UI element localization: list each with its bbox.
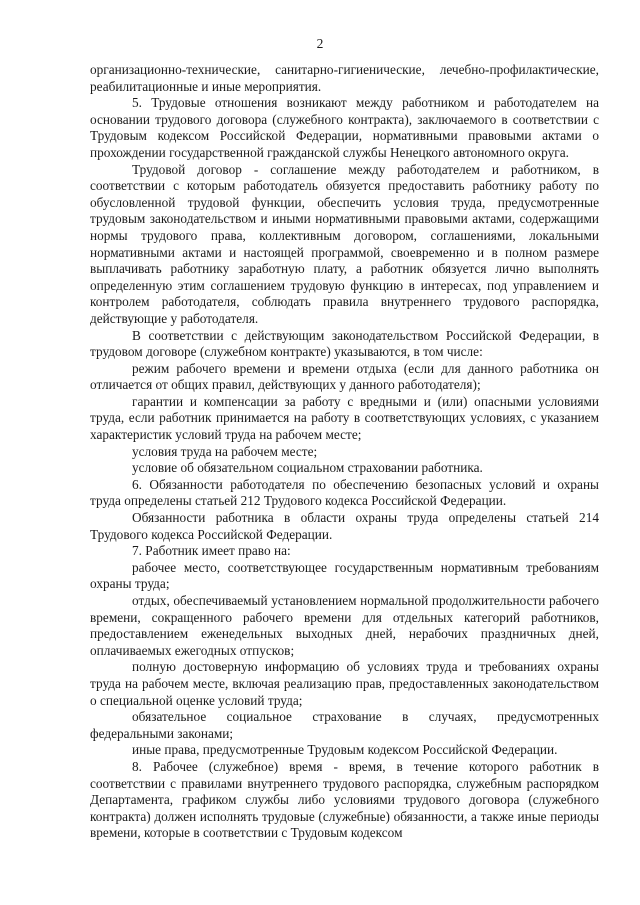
paragraph: 8. Рабочее (служебное) время - время, в течение которого работник в соответствии с правилами внутреннего трудового распорядка, служебным распорядком Департамента, графиком службы либо условиями трудового договора (служебного контракта) должен исполнять трудовые (служебные) обязанности, а также иные периоды времени, которые в соответствии с Трудовым кодексом [90, 758, 599, 841]
document-body [90, 62, 599, 842]
paragraph: 6. Обязанности работодателя по обеспечению безопасных условий и охраны труда определены статьей 212 Трудового кодекса Российской Федерации. [90, 476, 599, 509]
page-number: 2 [316, 36, 324, 51]
paragraph: гарантии и компенсации за работу с вредными и (или) опасными условиями труда, если работник принимается на работу в соответствующих условиях, с указанием характеристик условий труда на рабочем месте; [90, 393, 599, 443]
paragraph: 5. Трудовые отношения возникают между работником и работодателем на основании трудового договора (служебного контракта), заключаемого в соответствии с Трудовым кодексом Российской Федерации, нормативными правовыми актами о прохождении государственной гражданской службы Ненецкого автономного округа. [90, 95, 599, 160]
paragraph: иные права, предусмотренные Трудовым кодексом Российской Федерации. [132, 742, 558, 758]
paragraph: 7. Работник имеет право на: [132, 543, 291, 559]
paragraph: рабочее место, соответствующее государственным нормативным требованиям охраны труда; [90, 559, 599, 592]
paragraph: условие об обязательном социальном страховании работника. [132, 460, 483, 476]
paragraph: полную достоверную информацию об условиях труда и требованиях охраны труда на рабочем месте, включая реализацию прав, предоставленных законодательством о специальной оценке условий труда; [90, 659, 599, 708]
paragraph: режим рабочего времени и времени отдыха (если для данного работника он отличается от общих правил, действующих у данного работодателя); [90, 360, 599, 393]
paragraph: Обязанности работника в области охраны труда определены статьей 214 Трудового кодекса Российской Федерации. [90, 510, 599, 542]
paragraph: отдых, обеспечиваемый установлением нормальной продолжительности рабочего времени, сокращенного рабочего времени для отдельных категорий работников, предоставлением еженедельных выходных дней, нерабочих праздничных дней, оплачиваемых ежегодных отпусков; [90, 593, 599, 658]
paragraph: В соответствии с действующим законодательством Российской Федерации, в трудовом договоре (служебном контракте) указываются, в том числе: [90, 327, 599, 360]
paragraph: условия труда на рабочем месте; [132, 443, 318, 459]
paragraph: организационно-технические, санитарно-гигиенические, лечебно-профилактические, реабилитационные и иные мероприятия. [90, 62, 599, 94]
paragraph: Трудовой договор - соглашение между работодателем и работником, в соответствии с которым работодатель обязуется предоставить работнику работу по обусловленной трудовой функции, обеспечить условия труда, предусмотренные трудовым законодательством и иными нормативными правовыми актами, содержащими нормы трудового права, коллективным договором, соглашениями, локальными нормативными актами и настоящей программой, своевременно и в полном размере выплачивать работнику заработную плату, а работник обязуется лично выполнять определенную этим соглашением трудовую функцию в интересах, под управлением и контролем работодателя, соблюдать правила внутреннего трудового распорядка, действующие у работодателя. [90, 161, 599, 326]
paragraph: обязательное социальное страхование в случаях, предусмотренных федеральными законами; [90, 709, 599, 741]
